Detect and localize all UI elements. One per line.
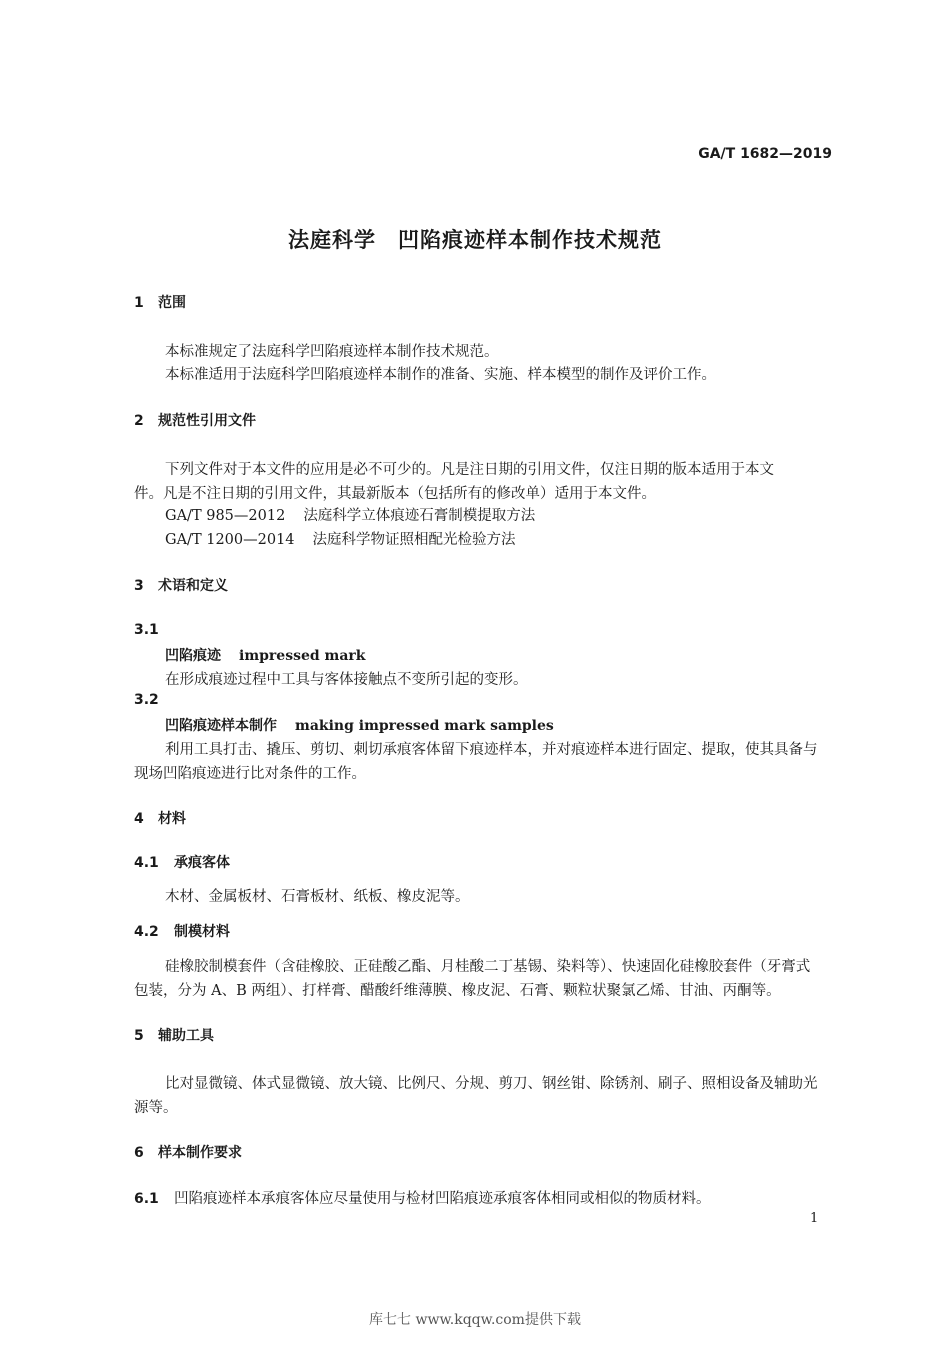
footer-watermark: 库七七 www.kqqw.com提供下载 <box>369 1312 581 1328</box>
section-4-2-paragraph-line-2: 包装，分为 A、B 两组）、打样膏、醋酸纤维薄膜、橡皮泥、石膏、颗粒状聚氯乙烯、甘油、丙酮等。 <box>134 983 781 999</box>
term-3-2-number: 3.2 <box>134 692 159 708</box>
section-1-paragraph-2: 本标准适用于法庭科学凹陷痕迹样本制作的准备、实施、样本模型的制作及评价工作。 <box>165 367 716 383</box>
page-number: 1 <box>810 1211 819 1226</box>
section-4-1-paragraph: 木材、金属板材、石膏板材、纸板、橡皮泥等。 <box>165 889 470 905</box>
term-3-1-definition: 在形成痕迹过程中工具与客体接触点不变所引起的变形。 <box>165 672 528 688</box>
section-4-1-heading: 4.1 承痕客体 <box>134 855 230 871</box>
term-3-2-definition-line-2: 现场凹陷痕迹进行比对条件的工作。 <box>134 766 366 782</box>
section-4-2-heading: 4.2 制模材料 <box>134 924 230 940</box>
term-3-2-definition-line-1: 利用工具打击、撬压、剪切、刺切承痕客体留下痕迹样本，并对痕迹样本进行固定、提取，使其具备与 <box>165 742 818 758</box>
section-5-paragraph-line-2: 源等。 <box>134 1100 178 1116</box>
document-title <box>0 224 950 254</box>
section-1-paragraph-1: 本标准规定了法庭科学凹陷痕迹样本制作技术规范。 <box>165 344 499 360</box>
term-3-1-number: 3.1 <box>134 622 159 638</box>
section-6-1-paragraph: 6.1 凹陷痕迹样本承痕客体应尽量使用与检材凹陷痕迹承痕客体相同或相似的物质材料。 <box>134 1191 711 1207</box>
section-5-heading: 5 辅助工具 <box>134 1028 214 1044</box>
section-1-heading: 1 范围 <box>134 295 186 311</box>
normative-reference: GA/T 985—2012 法庭科学立体痕迹石膏制模提取方法 <box>165 508 536 524</box>
section-6-heading: 6 样本制作要求 <box>134 1145 242 1161</box>
section-3-heading: 3 术语和定义 <box>134 578 228 594</box>
section-4-heading: 4 材料 <box>134 811 186 827</box>
normative-reference: GA/T 1200—2014 法庭科学物证照相配光检验方法 <box>165 532 516 548</box>
term-3-2-name: 凹陷痕迹样本制作 making impressed mark samples <box>165 718 554 734</box>
section-2-paragraph-line-1: 下列文件对于本文件的应用是必不可少的。凡是注日期的引用文件，仅注日期的版本适用于本文 <box>165 462 774 478</box>
title-part2: 凹陷痕迹样本制作技术规范 <box>398 228 662 252</box>
term-3-1-name: 凹陷痕迹 impressed mark <box>165 648 366 664</box>
section-2-paragraph-line-2: 件。凡是不注日期的引用文件，其最新版本（包括所有的修改单）适用于本文件。 <box>134 486 656 502</box>
section-5-paragraph-line-1: 比对显微镜、体式显微镜、放大镜、比例尺、分规、剪刀、钢丝钳、除锈剂、刷子、照相设备及辅助光 <box>165 1076 818 1092</box>
title-part1: 法庭科学 <box>288 228 376 252</box>
section-4-2-paragraph-line-1: 硅橡胶制模套件（含硅橡胶、正硅酸乙酯、月桂酸二丁基锡、染料等）、快速固化硅橡胶套件（牙膏式 <box>165 959 811 975</box>
standard-number: GA/T 1682—2019 <box>698 146 832 162</box>
section-2-heading: 2 规范性引用文件 <box>134 413 256 429</box>
